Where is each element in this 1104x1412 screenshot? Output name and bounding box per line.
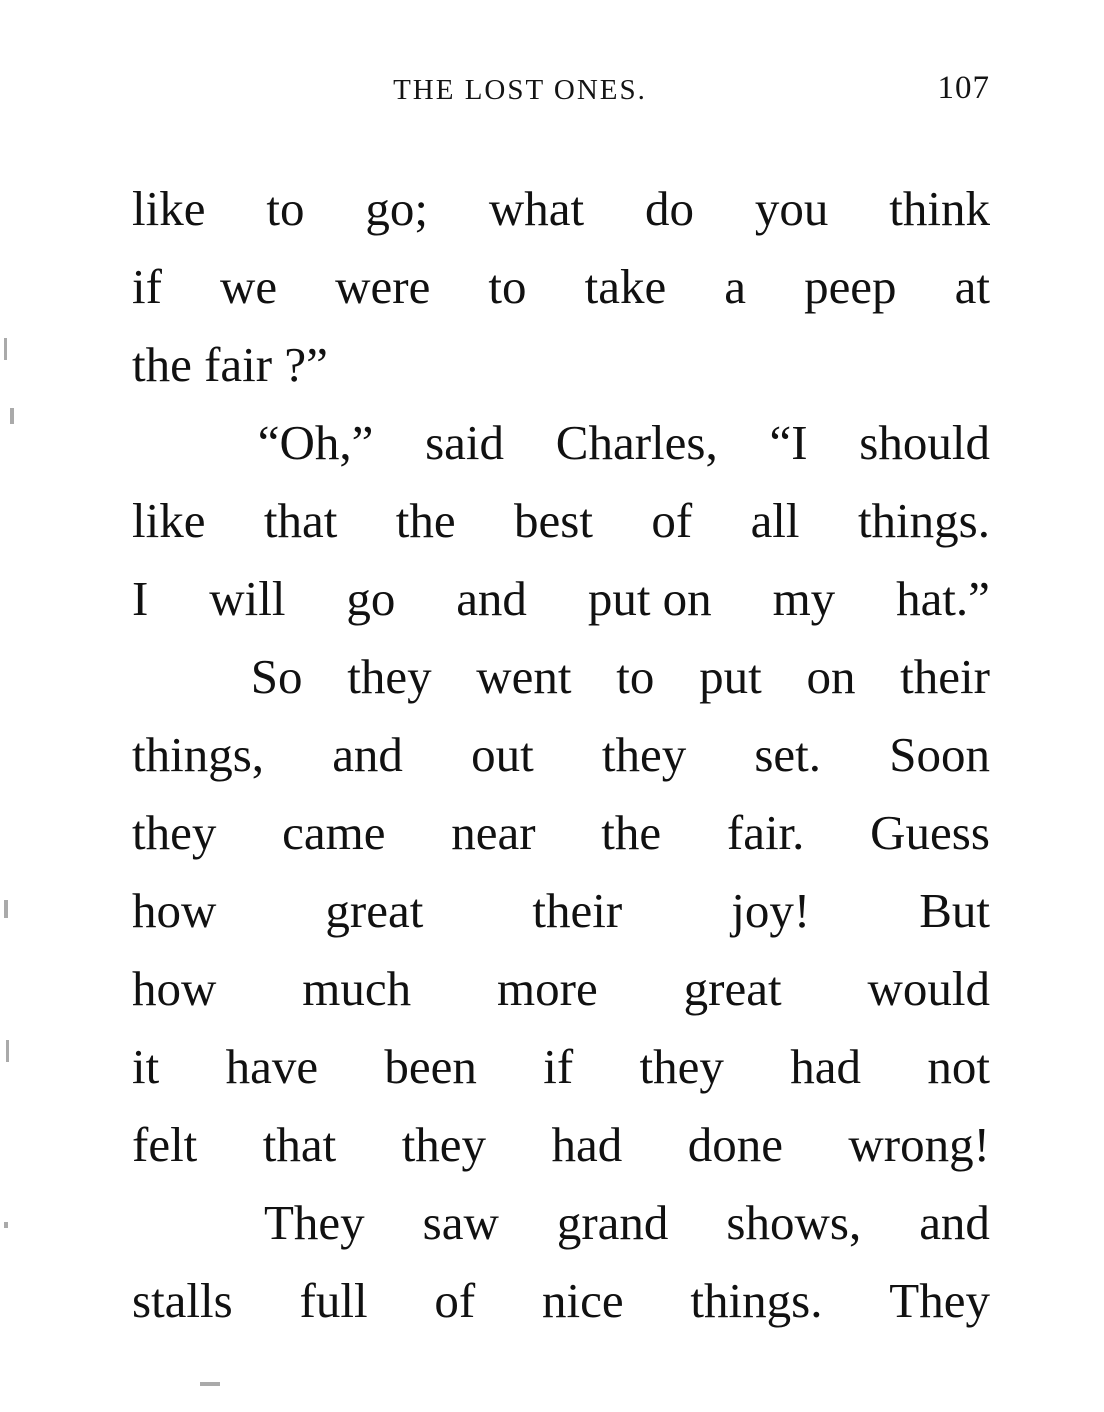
word: fair. <box>726 805 805 860</box>
word: things. <box>857 493 990 548</box>
word: you <box>754 181 829 236</box>
running-header <box>130 70 990 118</box>
word: said <box>425 415 505 470</box>
word: best <box>514 493 593 548</box>
word: grand <box>556 1195 669 1250</box>
word: out <box>471 727 534 782</box>
word: and <box>332 727 403 782</box>
word: should <box>859 415 990 470</box>
first-line-indent <box>132 638 206 716</box>
text-line <box>132 872 990 950</box>
word: the <box>395 493 456 548</box>
word: But <box>919 883 990 938</box>
word: So <box>250 649 303 704</box>
word: we <box>219 259 278 314</box>
word: their <box>532 883 623 938</box>
page-number: 107 <box>937 70 990 106</box>
word: have <box>225 1039 319 1094</box>
word: how <box>132 961 217 1016</box>
text-line <box>132 716 990 794</box>
paragraph <box>132 404 990 638</box>
word: Charles, <box>555 415 718 470</box>
scan-speck <box>200 1382 220 1386</box>
word: to <box>616 649 655 704</box>
word: they <box>132 805 217 860</box>
scan-speck <box>4 338 7 360</box>
word: done <box>687 1117 783 1172</box>
scan-speck <box>10 408 14 424</box>
word: much <box>302 961 412 1016</box>
word: take <box>584 259 667 314</box>
word: Soon <box>889 727 990 782</box>
word: do <box>644 181 694 236</box>
text-line <box>132 404 990 482</box>
word: wrong! <box>848 1117 990 1172</box>
text-line <box>132 1028 990 1106</box>
word: went <box>476 649 572 704</box>
paragraph <box>132 1184 990 1340</box>
text-line <box>132 1106 990 1184</box>
word: were <box>335 259 431 314</box>
word: that <box>262 1117 337 1172</box>
text-line <box>132 638 990 716</box>
word: like <box>132 181 206 236</box>
word: they <box>401 1117 487 1172</box>
first-line-indent <box>132 1184 206 1262</box>
word: peep <box>804 259 897 314</box>
word: put <box>699 649 762 704</box>
text-line: the fair ?” <box>132 337 328 392</box>
text-line <box>132 560 990 638</box>
word: had <box>551 1117 623 1172</box>
word: and <box>456 571 527 626</box>
word: to <box>488 259 527 314</box>
scan-speck <box>4 1222 8 1228</box>
word: of <box>651 493 693 548</box>
word: things. <box>690 1273 823 1328</box>
first-line-indent <box>132 404 206 482</box>
word: “Oh,” <box>257 415 374 470</box>
word: things, <box>132 727 265 782</box>
word: and <box>919 1195 990 1250</box>
text-line <box>132 482 990 560</box>
word: they <box>347 649 432 704</box>
word: like <box>132 493 206 548</box>
word: their <box>900 649 990 704</box>
paragraph <box>132 638 990 1184</box>
word: a <box>724 259 747 314</box>
text-line <box>132 1262 990 1340</box>
word: to <box>266 181 305 236</box>
word: go; <box>365 181 428 236</box>
word: set. <box>754 727 822 782</box>
word: all <box>750 493 800 548</box>
word: will <box>209 571 286 626</box>
word: came <box>282 805 386 860</box>
word: They <box>889 1273 990 1328</box>
word: put on <box>587 571 712 626</box>
paragraph <box>132 170 990 404</box>
word: if <box>543 1039 574 1094</box>
word: my <box>772 571 836 626</box>
word: of <box>434 1273 476 1328</box>
word: nice <box>542 1273 624 1328</box>
word: They <box>263 1195 365 1250</box>
word: full <box>299 1273 368 1328</box>
word: felt <box>132 1117 198 1172</box>
text-line <box>132 170 990 248</box>
text-line <box>132 1184 990 1262</box>
word: if <box>132 259 162 314</box>
word: hat.” <box>896 571 990 626</box>
text-line <box>132 794 990 872</box>
word: great <box>325 883 424 938</box>
word: “I <box>769 415 808 470</box>
word: would <box>867 961 990 1016</box>
word: the <box>601 805 662 860</box>
word: been <box>384 1039 477 1094</box>
word: more <box>497 961 598 1016</box>
scan-speck <box>6 1040 9 1062</box>
word: on <box>806 649 856 704</box>
word: how <box>132 883 217 938</box>
word: Guess <box>870 805 990 860</box>
word: what <box>488 181 585 236</box>
word: it <box>132 1039 160 1094</box>
body-text <box>132 170 990 1340</box>
word: had <box>790 1039 862 1094</box>
text-line <box>132 950 990 1028</box>
word: they <box>601 727 687 782</box>
text-line <box>132 248 990 326</box>
word: that <box>263 493 338 548</box>
word: stalls <box>132 1273 233 1328</box>
word: near <box>451 805 536 860</box>
word: go <box>346 571 396 626</box>
word: I <box>132 571 149 626</box>
word: great <box>683 961 782 1016</box>
word: not <box>927 1039 990 1094</box>
running-title: THE LOST ONES. <box>393 74 647 106</box>
scan-speck <box>4 900 8 918</box>
word: at <box>954 259 990 314</box>
word: think <box>889 181 990 236</box>
word: they <box>639 1039 724 1094</box>
word: joy! <box>731 883 811 938</box>
word: saw <box>422 1195 499 1250</box>
word: shows, <box>726 1195 862 1250</box>
